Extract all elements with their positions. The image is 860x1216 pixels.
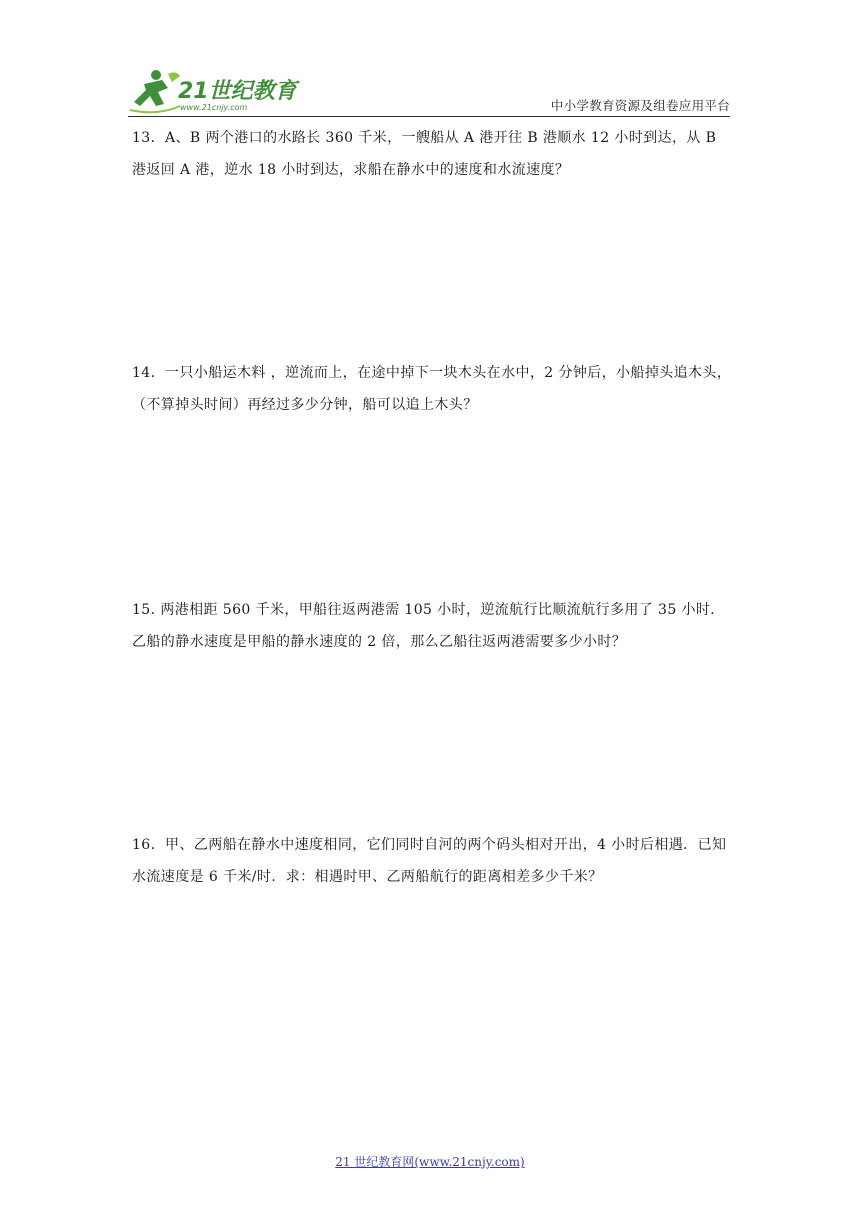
question-text: 两港相距 560 千米，甲船往返两港需 105 小时，逆流航行比顺流航行多用了 35 小时．乙船的静水速度是甲船的静水速度的 2 倍，那么乙船往返两港需要多少小时？: [132, 602, 725, 650]
platform-name: 中小学教育资源及组卷应用平台: [550, 98, 730, 113]
question-number: 13．: [132, 130, 166, 146]
logo-text: 21世纪教育: [178, 79, 297, 104]
question-15: [132, 594, 732, 658]
question-number: 16．: [132, 837, 166, 853]
page-footer: [0, 1153, 860, 1170]
question-text: 一只小船运木料 ，逆流而上，在途中掉下一块木头在水中，2 分钟后，小船掉头追木头，（不算掉头时间）再经过多少分钟，船可以追上木头？: [132, 365, 732, 413]
question-16: [132, 829, 732, 893]
question-14: [132, 357, 732, 421]
page-header: [128, 66, 730, 118]
question-text: A、B 两个港口的水路长 360 千米，一艘船从 A 港开往 B 港顺水 12 小时到达，从 B 港返回 A 港，逆水 18 小时到达，求船在静水中的速度和水流速度？: [132, 130, 717, 178]
question-text: 甲、乙两船在静水中速度相同，它们同时自河的两个码头相对开出，4 小时后相遇．已知水流速度是 6 千米/时．求：相遇时甲、乙两船航行的距离相差多少千米？: [132, 837, 727, 885]
logo-subtext: www.21cnjy.com: [180, 103, 248, 112]
question-number: 14．: [132, 365, 166, 381]
question-13: [132, 122, 732, 186]
footer-link[interactable]: 21 世纪教育网(www.21cnjy.com): [335, 1155, 525, 1169]
header-divider: [128, 116, 730, 117]
question-number: 15.: [132, 602, 156, 618]
logo-21cnjy: [128, 66, 308, 118]
